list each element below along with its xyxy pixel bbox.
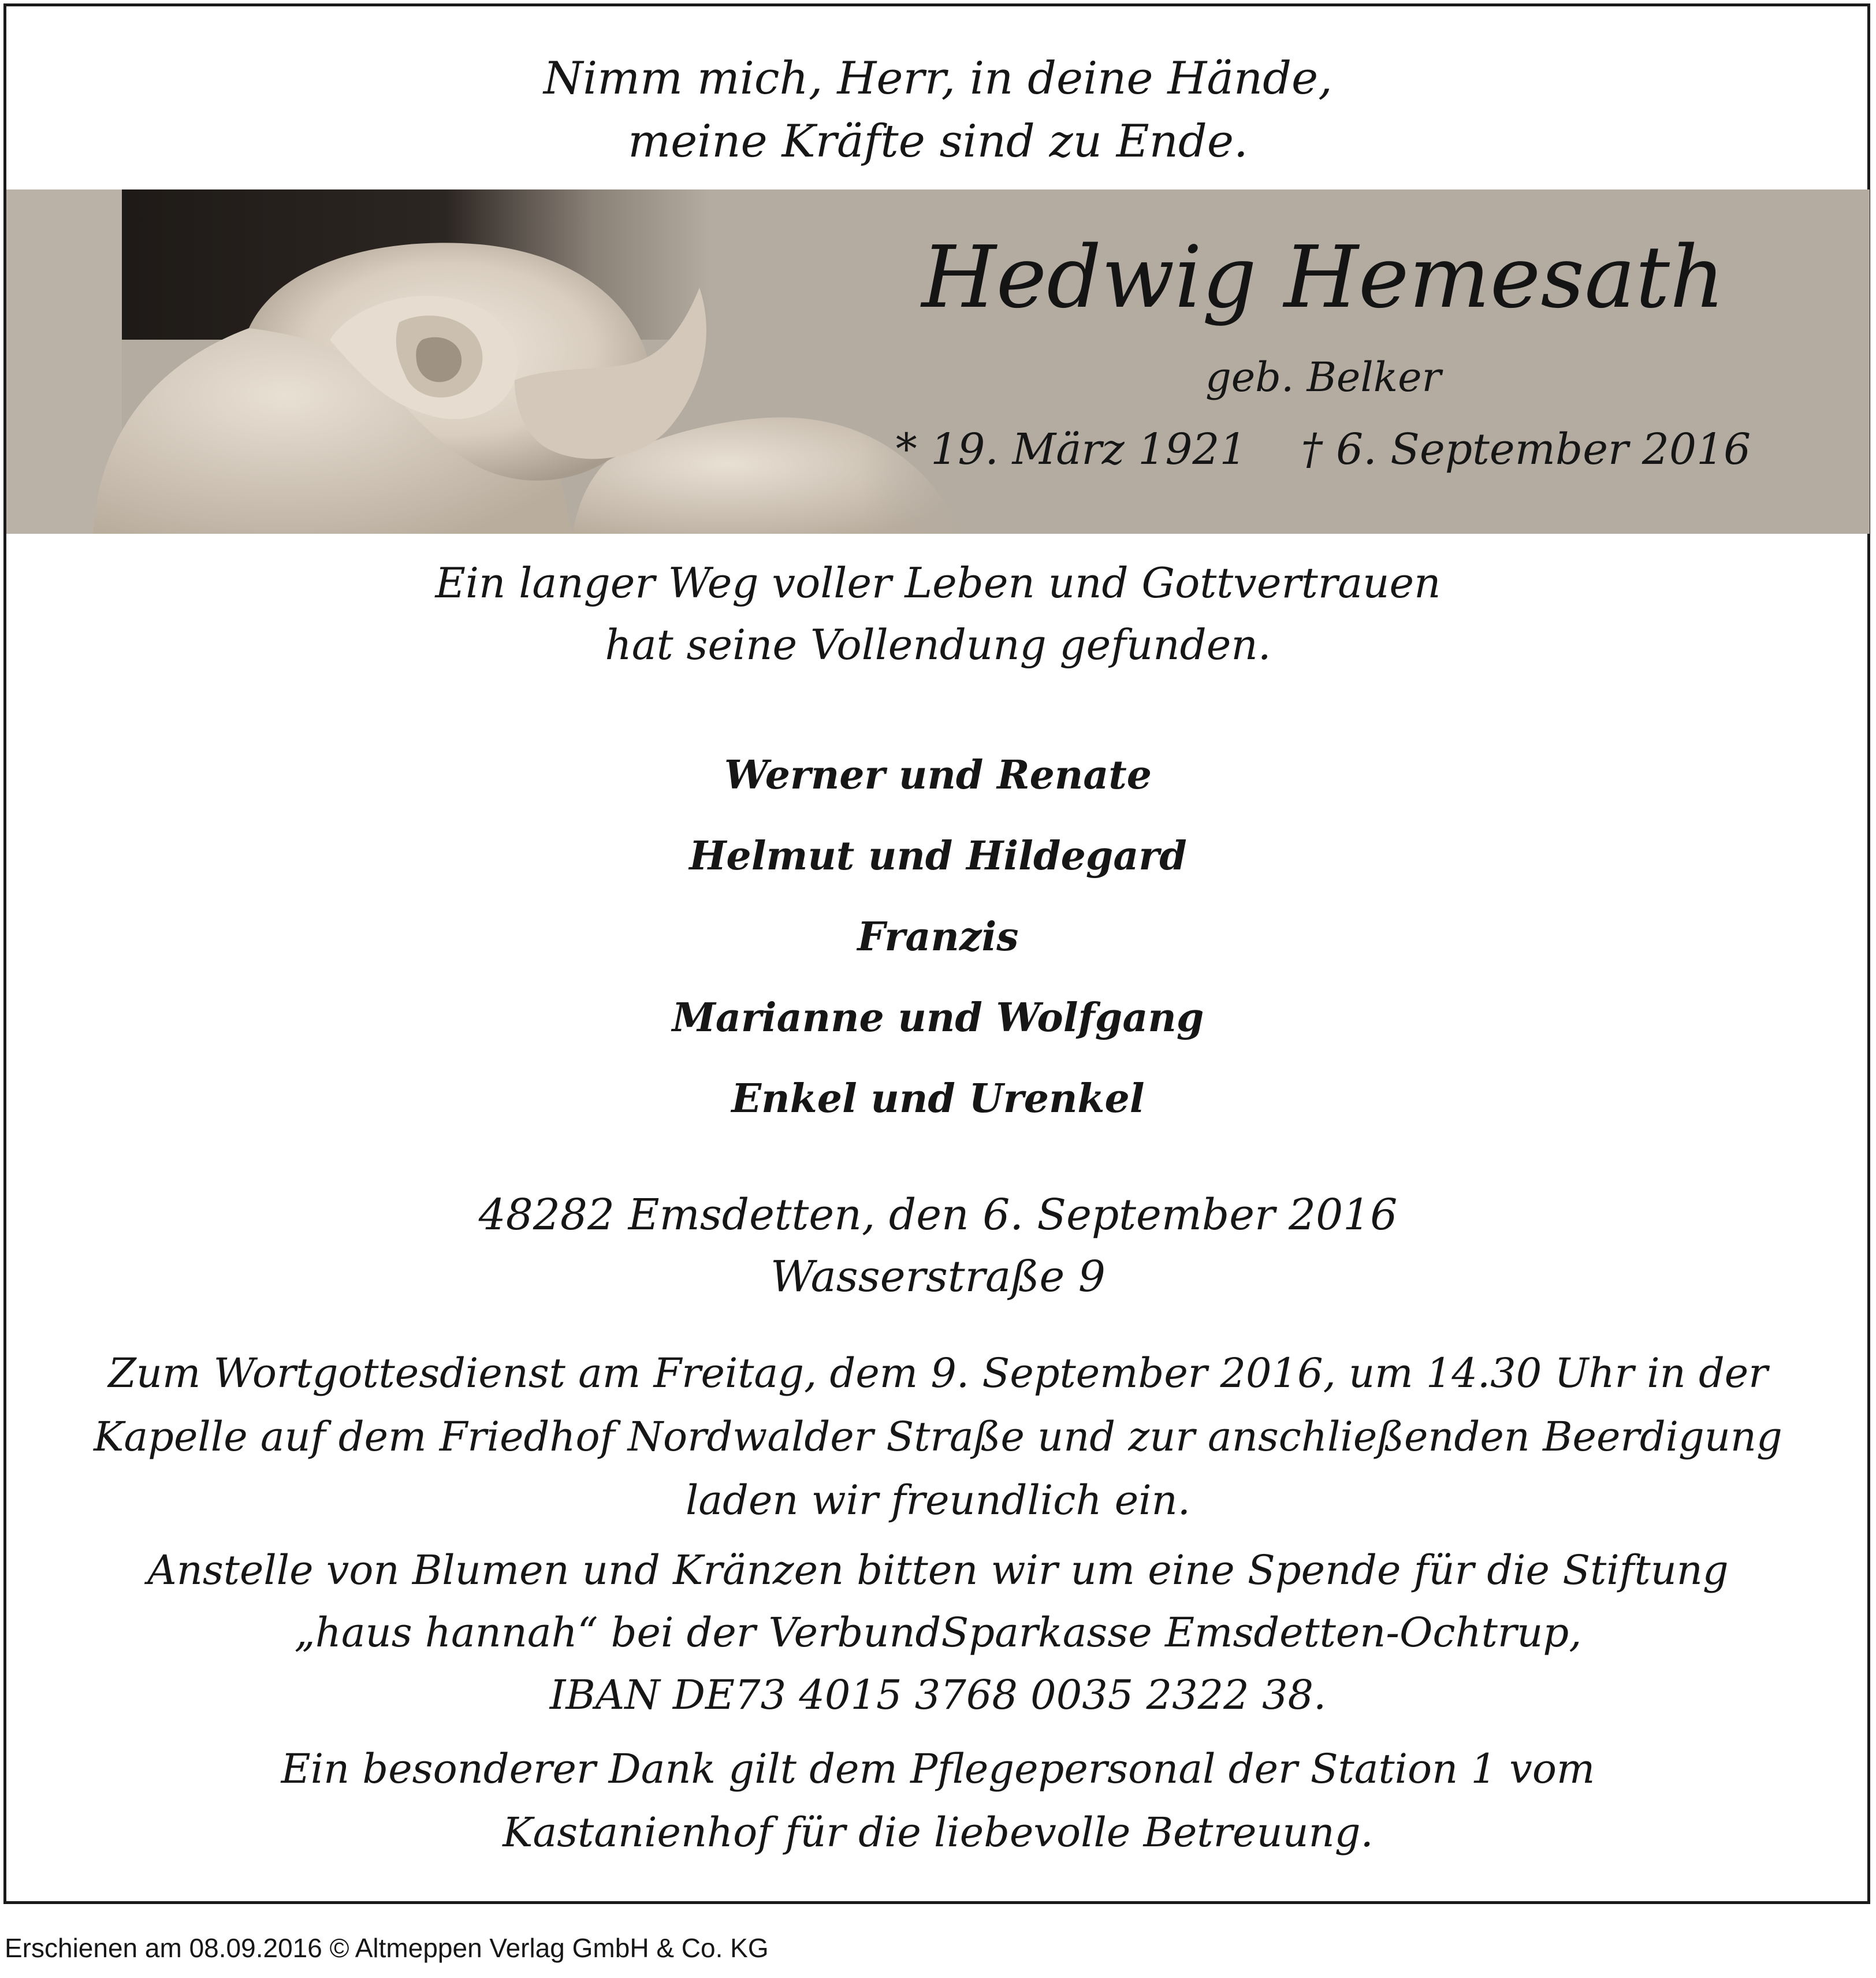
deceased-name: Hedwig Hemesath: [921, 228, 1725, 327]
thanks-notice: [0, 1737, 1876, 1864]
birth-date: * 19. März 1921: [895, 425, 1247, 474]
death-date: † 6. September 2016: [1301, 425, 1751, 474]
mourner-name: Helmut und Hildegard: [689, 833, 1187, 879]
donation-line-1: Anstelle von Blumen und Kränzen bitten wir um eine Spende für die Stiftung: [147, 1546, 1729, 1594]
maiden-name: geb. Belker: [1205, 354, 1442, 401]
bible-verse: [0, 47, 1876, 173]
service-notice: [0, 1341, 1876, 1532]
place-and-date: 48282 Emsdetten, den 6. September 2016: [478, 1190, 1398, 1240]
memorial-phrase: [0, 552, 1876, 676]
white-rose-photo: [6, 189, 982, 534]
mourner-name: Franzis: [857, 914, 1019, 960]
mourners-list: [0, 735, 1876, 1139]
phrase-line-1: Ein langer Weg voller Leben und Gottvertrauen: [435, 559, 1441, 607]
service-line-2: Kapelle auf dem Friedhof Nordwalder Straße und zur anschließenden Beerdigung: [94, 1413, 1782, 1460]
donation-line-2: „haus hannah“ bei der VerbundSparkasse Emsdetten-Ochtrup,: [294, 1609, 1582, 1656]
service-line-3: laden wir freundlich ein.: [686, 1477, 1190, 1524]
service-line-1: Zum Wortgottesdienst am Freitag, dem 9. September 2016, um 14.30 Uhr in der: [108, 1349, 1768, 1397]
phrase-line-2: hat seine Vollendung gefunden.: [605, 620, 1271, 669]
verse-line-2: meine Kräfte sind zu Ende.: [628, 116, 1248, 168]
donation-iban: IBAN DE73 4015 3768 0035 2322 38.: [549, 1671, 1327, 1719]
thanks-line-2: Kastanienhof für die liebevolle Betreuung.: [502, 1809, 1374, 1856]
donation-notice: [0, 1539, 1876, 1726]
mourner-name: Enkel und Urenkel: [731, 1076, 1145, 1122]
address-block: [0, 1184, 1876, 1308]
mourner-name: Marianne und Wolfgang: [672, 995, 1204, 1041]
mourner-name: Werner und Renate: [724, 752, 1152, 798]
verse-line-1: Nimm mich, Herr, in deine Hände,: [544, 53, 1332, 105]
publication-footer: Erschienen am 08.09.2016 © Altmeppen Verlag GmbH & Co. KG: [5, 1933, 769, 1963]
life-dates: [873, 421, 1774, 478]
name-banner: [6, 189, 1870, 534]
street: Wasserstraße 9: [770, 1252, 1106, 1302]
thanks-line-1: Ein besonderer Dank gilt dem Pflegepersonal der Station 1 vom: [281, 1745, 1595, 1793]
